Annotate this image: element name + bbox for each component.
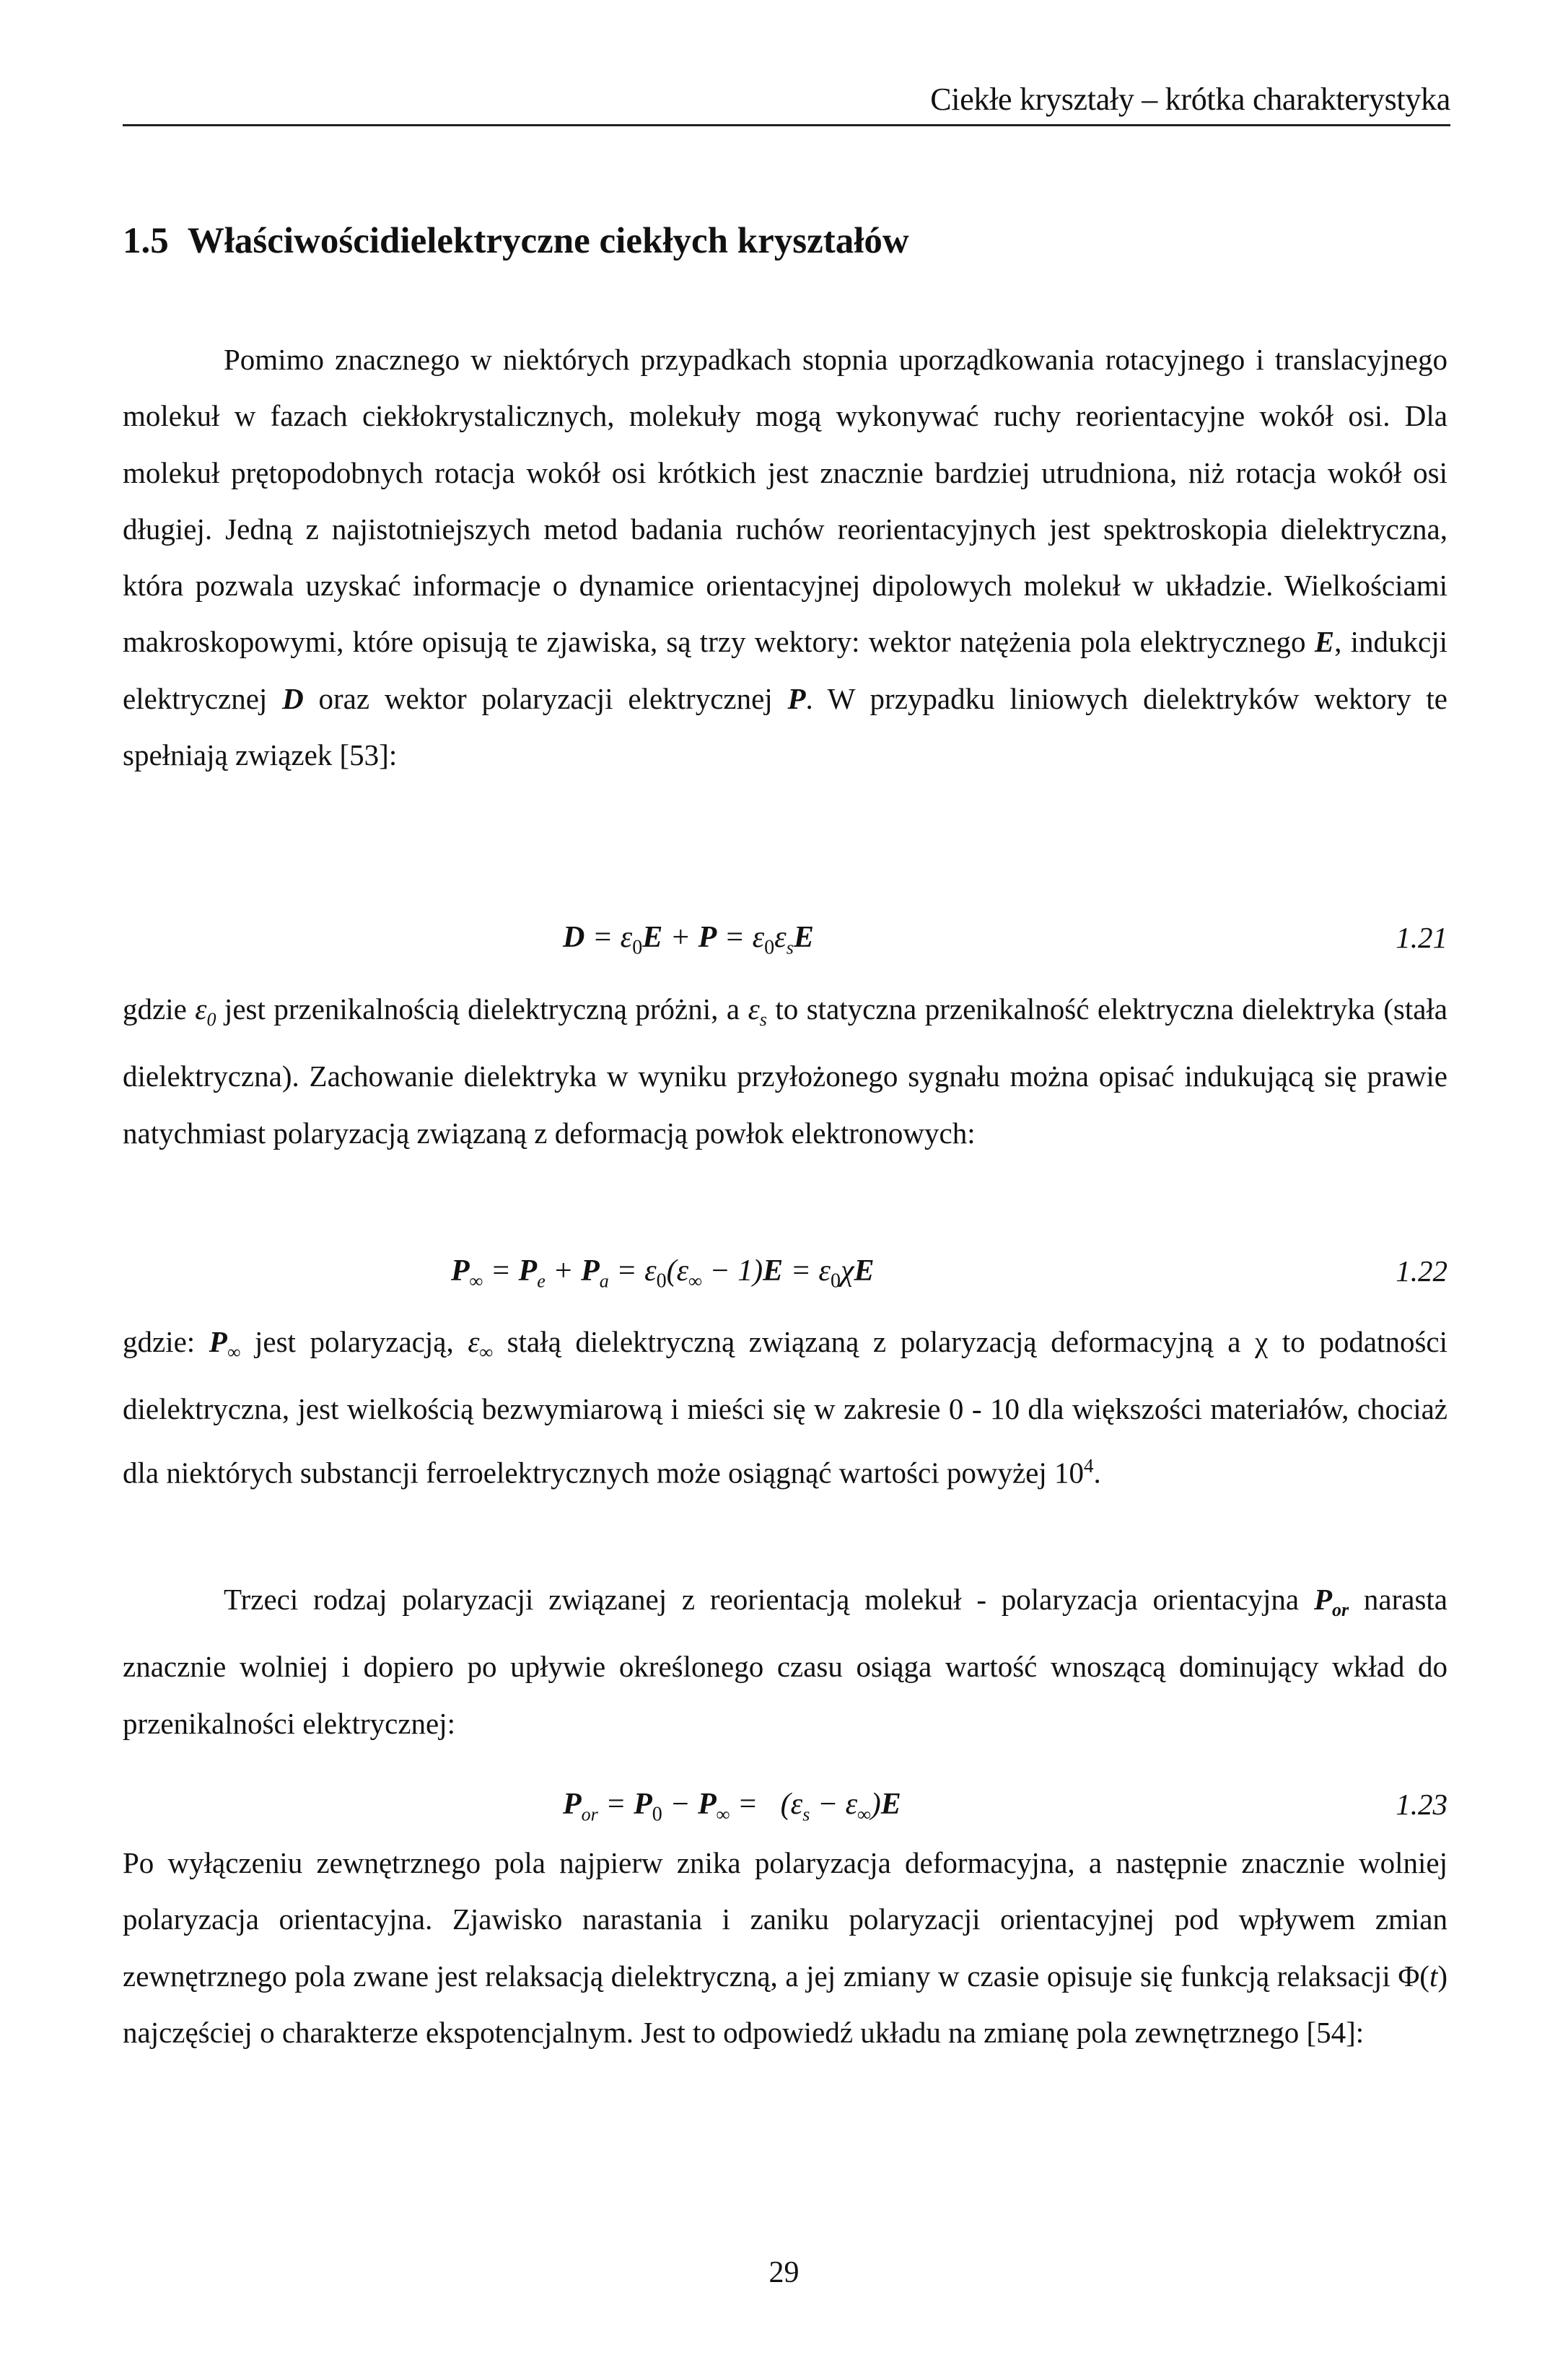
vector-d-symbol: D xyxy=(282,681,304,715)
paragraph-5 xyxy=(123,1835,1447,2060)
equation-number-1-22: 1.22 xyxy=(1396,1254,1447,1288)
equation-1-21: $D = \varepsilon_0E + P = \varepsilon_0\varepsilon_sE$ xyxy=(563,921,814,959)
paragraph-2-text-c: to statyczna przenikalność elektryczna dielektryka (stała dielektryczna). Zachowanie dielektryka w wyniku przyłożonego sygnału można opisać indukującą się prawie natychmiast polaryzacją związaną z deformacją powłok elektronowych: xyxy=(123,992,1448,1150)
epsilon-0-symbol: $\varepsilon_0$ xyxy=(195,992,216,1031)
exponent-4: 4 xyxy=(1084,1454,1094,1477)
paragraph-4 xyxy=(123,1571,1447,1752)
paragraph-2-text-a: gdzie xyxy=(123,992,196,1026)
paragraph-3 xyxy=(123,1314,1447,1501)
paragraph-1-text-a: Pomimo znacznego w niektórych przypadkach stopnia uporządkowania rotacyjnego i translacyjnego molekuł w fazach ciekłokrystalicznych, molekuły mogą wykonywać ruchy reorientacyjne wokół osi. Dla molekuł prętopodobnych rotacja wokół osi krótkich jest znacznie bardziej utrudniona, niż rotacja wokół osi długiej. Jedną z najistotniejszych metod badania ruchów reorientacyjnych jest spektroskopia dielektryczna, która pozwala uzyskać informacje o dynamice orientacyjnej dipolowych molekuł w układzie. Wielkościami makroskopowymi, które opisują te zjawiska, są trzy wektory: wektor natężenia pola elektrycznego xyxy=(123,343,1447,659)
paragraph-5-text-b: najczęściej o charakterze ekspotencjalnym. Jest to odpowiedź układu na zmianę pola zewnętrznego [54]: xyxy=(123,2015,1365,2049)
equation-row-1-21 xyxy=(123,920,1447,971)
paragraph-3-text-e: . xyxy=(1093,1456,1101,1490)
header-rule xyxy=(123,124,1450,126)
paragraph-1 xyxy=(123,331,1447,783)
equation-number-1-21: 1.21 xyxy=(1396,921,1447,954)
section-heading xyxy=(123,220,909,262)
equation-row-1-22 xyxy=(123,1254,1447,1304)
paragraph-1-text-d: . W przypadku liniowych dielektryków wektory te spełniają związek [53]: xyxy=(123,681,1447,772)
equation-row-1-23 xyxy=(123,1787,1447,1837)
page-number: 29 xyxy=(768,2256,800,2289)
epsilon-s-symbol: $\varepsilon_s$ xyxy=(748,992,767,1031)
paragraph-3-text-b: jest polaryzacją, xyxy=(240,1325,468,1358)
section-title: Właściwościdielektryczne ciekłych kryształów xyxy=(187,221,909,261)
paragraph-2 xyxy=(123,981,1447,1161)
equation-1-22: $P_\infty = P_e + P_a = \varepsilon_0(\varepsilon_\infty - 1)E = \varepsilon_0\chi E$ xyxy=(451,1254,875,1293)
vector-e-symbol: E xyxy=(1314,625,1335,659)
vector-p-symbol: P xyxy=(787,681,806,715)
paragraph-3-text-d: to podatności dielektryczna, jest wielkością bezwymiarową i mieści się w zakresie 0 - 10 dla większości materiałów, chociaż dla niektórych substancji ferroelektrycznych może osiągnąć wartości powyżej 10 xyxy=(123,1325,1447,1490)
paragraph-1-text-b: , indukcji elektrycznej xyxy=(123,625,1447,715)
paragraph-4-text-a: Trzeci rodzaj polaryzacji związanej z reorientacją molekuł - polaryzacja orientacyjna xyxy=(224,1583,1314,1616)
section-number: 1.5 xyxy=(123,221,169,261)
equation-1-23: $P_{or} = P_0 - P_\infty = (\varepsilon_s - \varepsilon_\infty)E$ xyxy=(563,1788,901,1826)
equation-number-1-23: 1.23 xyxy=(1396,1788,1447,1821)
phi-function: Φ(t) xyxy=(1398,1959,1447,1993)
running-header: Ciekłe kryształy – krótka charakterystyka xyxy=(930,82,1450,117)
paragraph-3-text-c: stałą dielektryczną związaną z polaryzacją deformacyjną a xyxy=(493,1325,1256,1358)
p-or-symbol: $P_{or}$ xyxy=(1313,1583,1349,1621)
paragraph-5-text-a: Po wyłączeniu zewnętrznego pola najpierw znika polaryzacja deformacyjna, a następnie znacznie wolniej polaryzacja orientacyjna. Zjawisko narastania i zaniku polaryzacji orientacyjnej pod wpływem zmian zewnętrznego pola zwane jest relaksacją dielektryczną, a jej zmiany w czasie opisuje się funkcją relaksacji xyxy=(123,1846,1447,1993)
paragraph-1-text-c: oraz wektor polaryzacji elektrycznej xyxy=(303,681,788,715)
epsilon-infinity-symbol: $\varepsilon_\infty$ xyxy=(468,1325,494,1363)
paragraph-3-text-a: gdzie: xyxy=(123,1325,209,1358)
paragraph-4-text-b: narasta znacznie wolniej i dopiero po upływie określonego czasu osiąga wartość wnoszącą dominujący wkład do przenikalności elektrycznej: xyxy=(123,1583,1448,1740)
chi-symbol: χ xyxy=(1255,1325,1269,1358)
paragraph-2-text-b: jest przenikalnością dielektryczną próżni, a xyxy=(216,992,748,1026)
p-infinity-symbol: $P_\infty$ xyxy=(209,1325,241,1363)
